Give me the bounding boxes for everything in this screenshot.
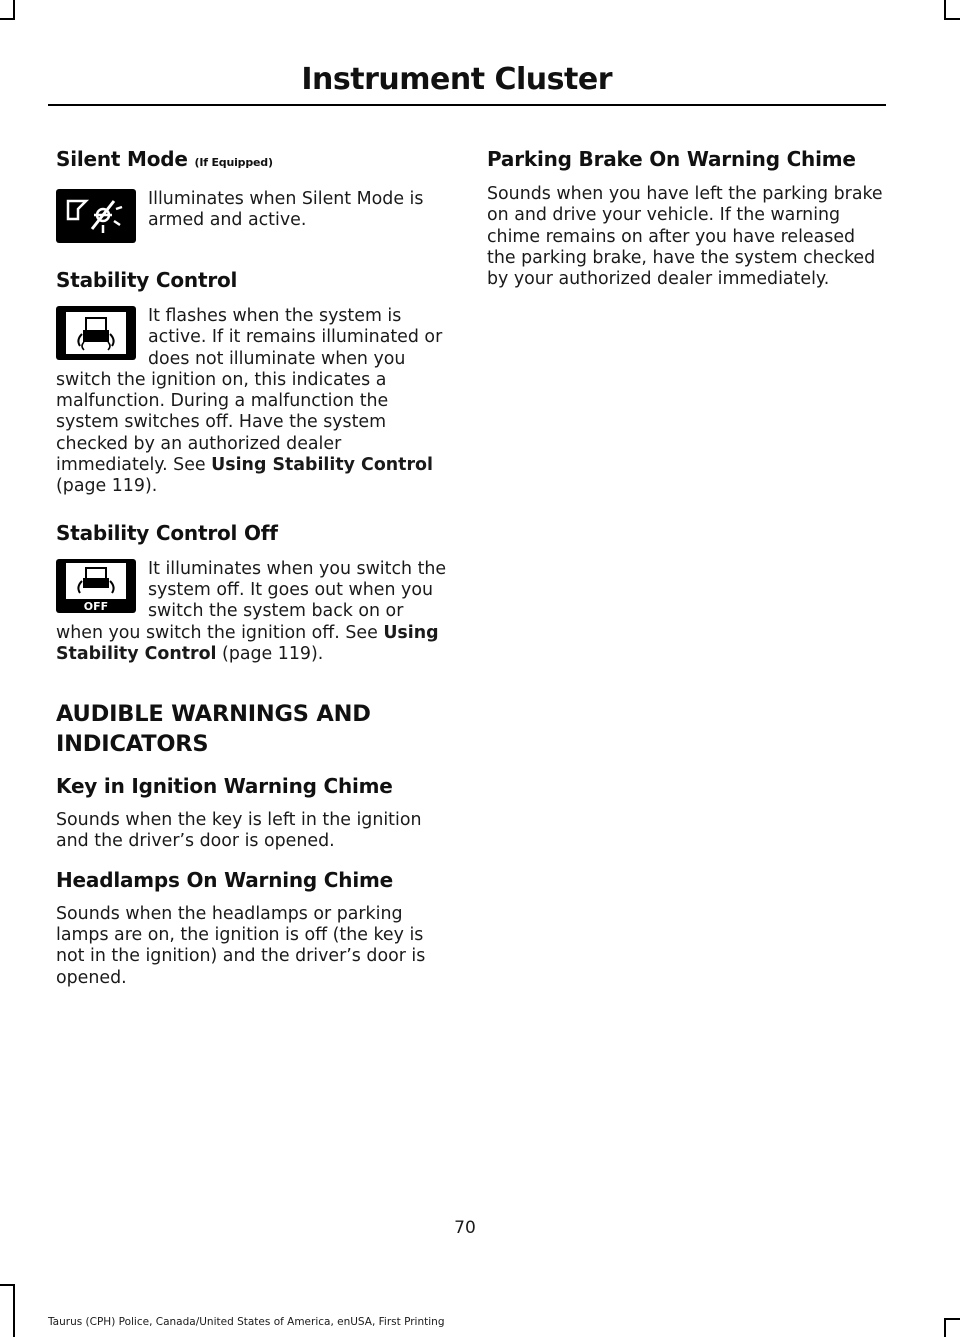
key-in-ignition-text: Sounds when the key is left in the ignition and the driver’s door is opened. bbox=[56, 810, 422, 852]
stability-control-link[interactable]: Using Stability Control bbox=[211, 455, 433, 476]
audible-warnings-heading: AUDIBLE WARNINGS AND INDICATORS bbox=[56, 701, 371, 758]
stability-control-off-icon bbox=[56, 559, 136, 613]
silent-mode-icon bbox=[56, 189, 136, 243]
crop-mark-top-right-h bbox=[944, 18, 960, 20]
stability-control-off-text: It illuminates when you switch the system off. It goes out when you switch the system back on or when you switch the ignition off. See Using Stability Control (page 119). bbox=[56, 558, 447, 664]
crop-mark-bottom-right-h bbox=[944, 1318, 960, 1320]
silent-mode-heading: Silent Mode (If Equipped) bbox=[56, 147, 273, 171]
if-equipped-note: (If Equipped) bbox=[194, 156, 273, 169]
parking-brake-section bbox=[487, 146, 885, 290]
page-number: 70 bbox=[454, 1218, 476, 1238]
silent-mode-section bbox=[56, 146, 448, 247]
left-column bbox=[56, 146, 448, 989]
stability-control-off-section bbox=[56, 520, 448, 665]
footer-text: Taurus (CPH) Police, Canada/United States of America, enUSA, First Printing bbox=[48, 1316, 445, 1328]
stability-control-text: It flashes when the system is active. If it remains illuminated or does not illuminate when you switch the ignition on, this indicates a malfunction. During a malfunction the system switches off. Have the system checked by an authorized dealer immediately. See Using Stability Control (page 119). bbox=[56, 306, 443, 497]
headlamps-on-text: Sounds when the headlamps or parking lamps are on, the ignition is off (the key is not in the ignition) and the driver’s door is opened. bbox=[56, 903, 426, 988]
page-header-title: Instrument Cluster bbox=[301, 62, 612, 97]
header-divider bbox=[48, 104, 886, 106]
stability-control-heading: Stability Control bbox=[56, 268, 238, 292]
key-in-ignition-section bbox=[56, 773, 448, 853]
stability-control-icon bbox=[56, 306, 136, 360]
stability-control-off-link[interactable]: Using Stability Control bbox=[56, 622, 439, 664]
stability-control-section bbox=[56, 267, 448, 498]
crop-mark-top-left bbox=[13, 0, 15, 18]
headlamps-on-heading: Headlamps On Warning Chime bbox=[56, 867, 393, 892]
crop-mark-bottom-right bbox=[944, 1318, 946, 1337]
crop-mark-bottom-left-h bbox=[0, 1284, 15, 1286]
right-column bbox=[487, 146, 885, 290]
headlamps-on-section bbox=[56, 867, 448, 989]
crop-mark-bottom-left bbox=[13, 1284, 15, 1337]
off-label: OFF bbox=[83, 599, 109, 613]
stability-control-off-heading: Stability Control Off bbox=[56, 520, 278, 545]
audible-warnings-section bbox=[56, 699, 448, 759]
crop-mark-top-left-h bbox=[0, 18, 15, 20]
parking-brake-text: Sounds when you have left the parking brake on and drive your vehicle. If the warning chime remains on after you have released the parking brake, have the system checked by your authorized dealer immediately. bbox=[487, 184, 883, 290]
key-in-ignition-heading: Key in Ignition Warning Chime bbox=[56, 774, 393, 799]
parking-brake-heading: Parking Brake On Warning Chime bbox=[487, 147, 856, 171]
silent-mode-text: Illuminates when Silent Mode is armed and active. bbox=[148, 189, 424, 231]
crop-mark-top-right bbox=[944, 0, 946, 18]
